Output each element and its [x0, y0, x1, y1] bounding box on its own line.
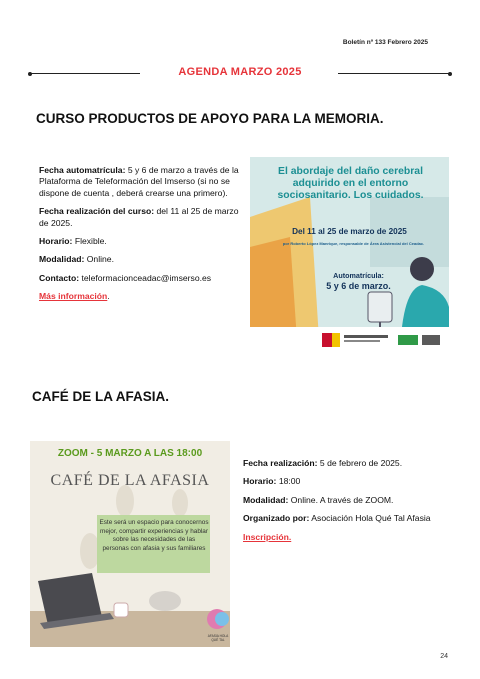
course-mode: Modalidad: Online.	[39, 254, 114, 265]
course-poster	[250, 157, 449, 355]
course-contact: Contacto: teleformacionceadac@imserso.es	[39, 272, 212, 283]
poster-brand-logo: AFASIA HOLA QUÉ TAL	[207, 634, 229, 642]
divider-right	[338, 73, 450, 74]
agenda-title: AGENDA MARZO 2025	[178, 66, 302, 78]
bulletin-number: Boletín nº 133 Febrero 2025	[342, 39, 428, 46]
course-registration: Fecha automatrícula: 5 y 6 de marzo a través de la Plataforma de Teleformación del Imserso (si no se dispone de cuenta , deberá crearse una primero).	[39, 165, 239, 198]
page-number: 24	[440, 653, 448, 660]
poster-cafe-title: CAFÉ DE LA AFASIA	[50, 472, 210, 489]
more-info-link[interactable]: Más información	[39, 291, 108, 302]
course-info	[39, 165, 239, 310]
poster-zoom-heading: ZOOM - 5 MARZO A LAS 18:00	[57, 448, 203, 459]
cafe-schedule: Horario: 18:00	[243, 476, 301, 487]
course-dates: Fecha realización del curso: del 11 al 25 de marzo de 2025.	[39, 206, 239, 228]
poster-course-title: El abordaje del daño cerebral adquirido en el entorno sociosanitario. Los cuidados.	[277, 166, 424, 201]
poster-message: Este será un espacio para conocernos mejor, compartir experiencias y hablar sobre las necesidades de las personas con afasia y sus familiares	[99, 519, 209, 552]
government-logos-icon	[250, 327, 449, 355]
divider-dot-right	[448, 72, 452, 76]
course-title: CURSO PRODUCTOS DE APOYO PARA LA MEMORIA.	[36, 111, 384, 126]
poster-course-dates: Del 11 al 25 de marzo de 2025	[292, 227, 407, 236]
cafe-poster	[30, 441, 230, 647]
course-more-info: Más información.	[39, 291, 110, 302]
cafe-info	[243, 458, 448, 550]
poster-footer-logos	[250, 327, 449, 355]
cafe-registration	[243, 532, 448, 543]
cafe-date: Fecha realización: 5 de febrero de 2025.	[243, 458, 403, 468]
poster-course-author: por Roberto López Manrique, responsable de Área Asistencial del Ceadac.	[282, 241, 425, 246]
poster-registration-dates: 5 y 6 de marzo.	[326, 281, 391, 291]
registration-link[interactable]: Inscripción.	[243, 531, 292, 542]
cafe-title: CAFÉ DE LA AFASIA.	[32, 389, 170, 404]
cafe-organizer: Organizado por: Asociación Hola Qué Tal Afasia	[243, 513, 431, 524]
poster-registration	[290, 270, 427, 292]
course-schedule: Horario: Flexible.	[39, 236, 107, 247]
poster-registration-label: Automatrícula:	[333, 271, 384, 280]
cafe-mode: Modalidad: Online. A través de ZOOM.	[243, 494, 394, 505]
